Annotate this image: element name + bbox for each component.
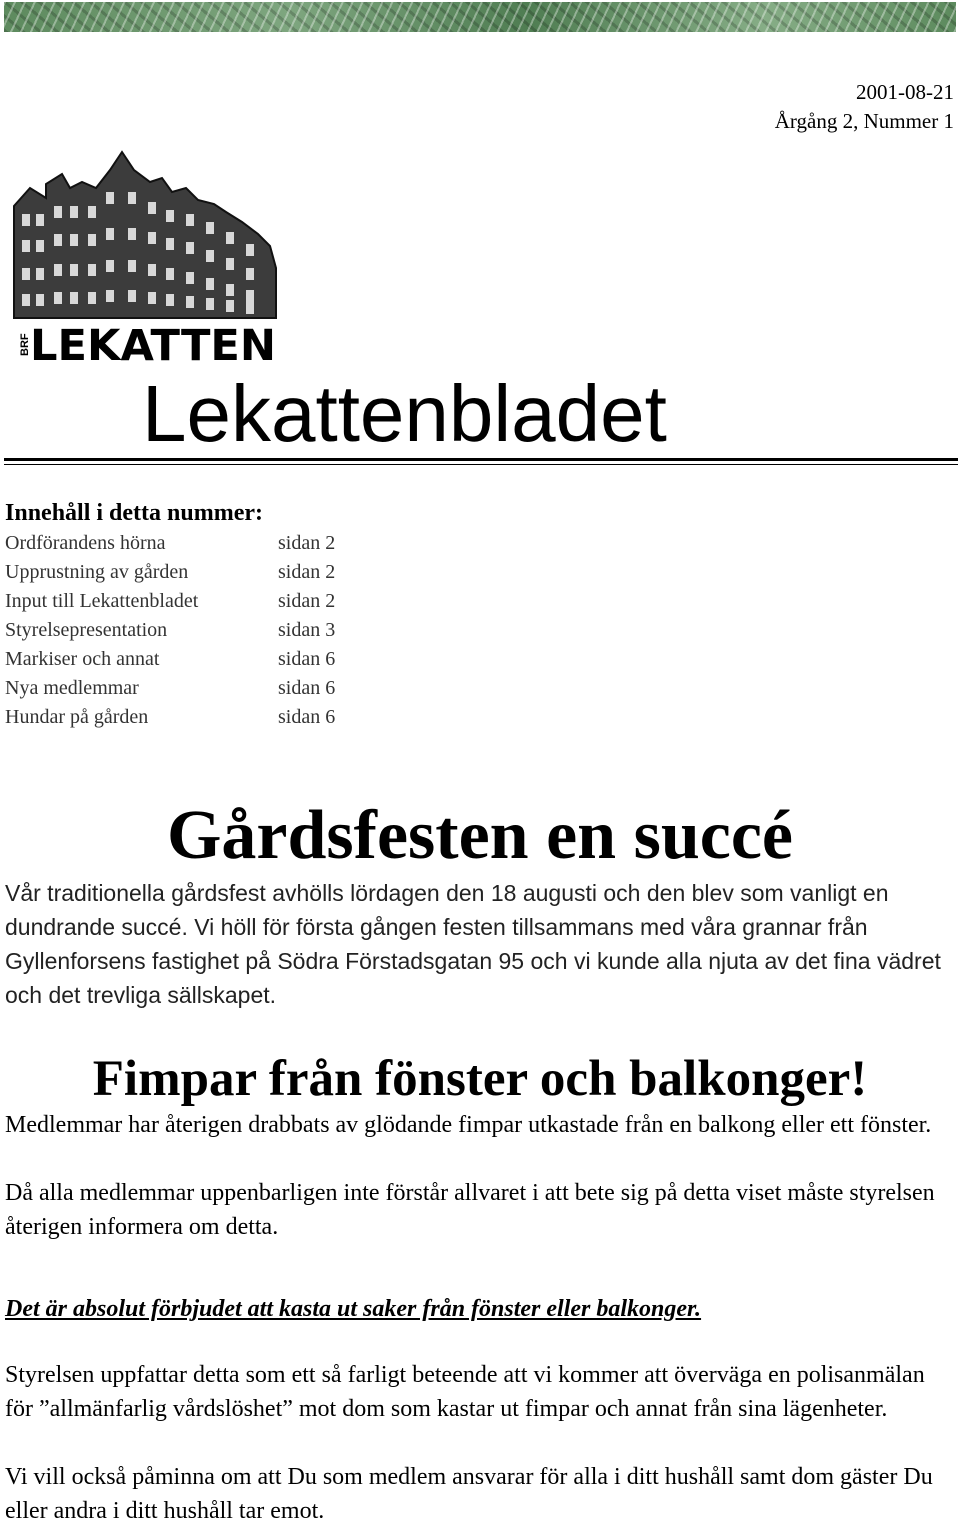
toc-item-page: sidan 2 (278, 561, 336, 583)
title-rule (4, 458, 958, 461)
issue-meta (775, 78, 954, 136)
article-paragraph-1: Medlemmar har återigen drabbats av glödande fimpar utkastade från en balkong eller ett fönster. (5, 1112, 932, 1138)
toc-item-label: Markiser och annat (5, 648, 160, 670)
toc-item (5, 616, 365, 645)
toc-heading: Innehåll i detta nummer: (5, 500, 263, 526)
toc-item-label: Input till Lekattenbladet (5, 590, 199, 612)
toc-item (5, 587, 365, 616)
toc-item-page: sidan 6 (278, 677, 336, 699)
issue-number: Årgång 2, Nummer 1 (774, 109, 954, 133)
article-paragraph-3: Styrelsen uppfattar detta som ett så farligt beteende att vi kommer att överväga en polisanmälan för ”allmänfarlig vårdslöshet” mot dom som kastar ut fimpar och annat från sina lägenheter. (5, 1362, 925, 1422)
toc-item-label: Ordförandens hörna (5, 532, 166, 554)
toc-item-page: sidan 6 (278, 706, 336, 728)
issue-date: 2001-08-21 (856, 80, 954, 104)
article-paragraph-2: Då alla medlemmar uppenbarligen inte förstår allvaret i att bete sig på detta viset måste styrelsen återigen informera om detta. (5, 1180, 935, 1240)
toc-item-label: Hundar på gården (5, 706, 149, 728)
toc-item-page: sidan 6 (278, 648, 336, 670)
toc-item (5, 558, 365, 587)
newsletter-title: Lekattenbladet (142, 369, 667, 458)
table-of-contents (5, 497, 365, 732)
lekatten-logo (10, 148, 280, 364)
toc-item-page: sidan 2 (278, 532, 336, 554)
toc-item-page: sidan 2 (278, 590, 336, 612)
article-heading-gardsfest: Gårdsfesten en succé (166, 797, 793, 874)
warning-text: Det är absolut förbjudet att kasta ut saker från fönster eller balkonger. (5, 1296, 702, 1322)
toc-item-page: sidan 3 (278, 619, 336, 641)
toc-item (5, 645, 365, 674)
toc-item (5, 674, 365, 703)
toc-item-label: Upprustning av gården (5, 561, 189, 583)
article-paragraph-4: Vi vill också påminna om att Du som medlem ansvarar för alla i ditt hushåll samt dom gäster Du eller andra i ditt hushåll tar emot. (5, 1464, 933, 1524)
logo-name: LEKATTEN (30, 321, 276, 364)
toc-item (5, 529, 365, 558)
decorative-banner (4, 2, 956, 32)
article-text-gardsfest: Vår traditionella gårdsfest avhölls lördagen den 18 augusti och den blev som vanligt en dundrande succé. Vi höll för första gången festen tillsammans med våra grannar från Gyllenforsens fastighet på Södra Förstadsgatan 95 och vi kunde alla njuta av det fina vädret och det trevliga sällskapet. (5, 880, 941, 1008)
toc-item (5, 703, 365, 732)
toc-item-label: Nya medlemmar (5, 677, 139, 699)
title-rule-thin (4, 464, 958, 465)
article-heading-fimpar: Fimpar från fönster och balkonger! (92, 1051, 868, 1107)
toc-item-label: Styrelsepresentation (5, 619, 168, 641)
building-illustration (14, 152, 276, 318)
logo-brf: BRF (19, 333, 31, 356)
